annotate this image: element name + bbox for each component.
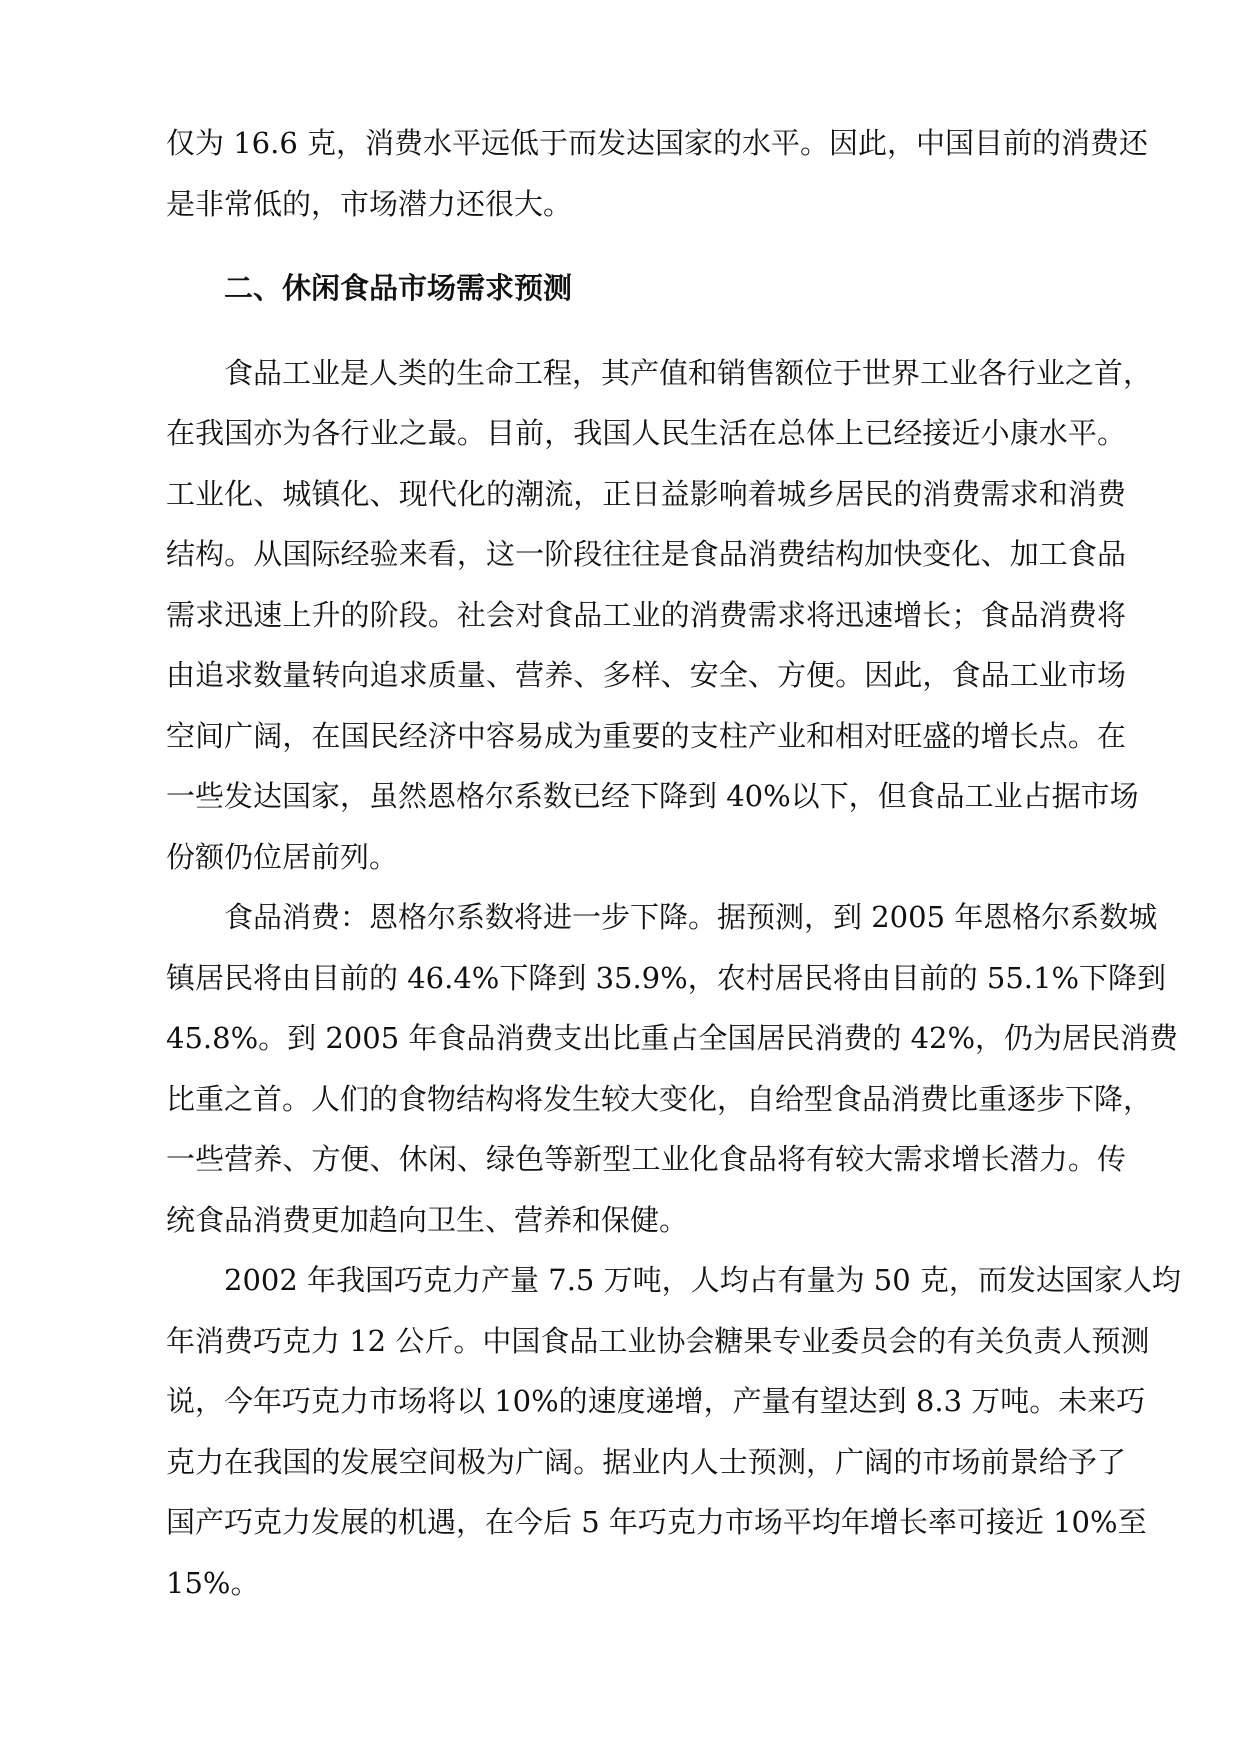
text-line: 克力在我国的发展空间极为广阔。据业内人士预测，广阔的市场前景给予了 bbox=[166, 1444, 1126, 1479]
text-line: 结构。从国际经验来看，这一阶段往往是食品消费结构加快变化、加工食品 bbox=[166, 537, 1126, 571]
text-line: 说，今年巧克力市场将以 10%的速度递增，产量有望达到 8.3 万吨。未来巧 bbox=[166, 1384, 1146, 1418]
text-line: 一些发达国家，虽然恩格尔系数已经下降到 40%以下，但食品工业占据市场 bbox=[166, 779, 1139, 813]
text-line: 食品消费：恩格尔系数将进一步下降。据预测，到 2005 年恩格尔系数城 bbox=[224, 900, 1158, 934]
text-line: 15%。 bbox=[166, 1565, 260, 1600]
text-line: 国产巧克力发展的机遇，在今后 5 年巧克力市场平均年增长率可接近 10%至 bbox=[166, 1505, 1147, 1539]
section-heading: 二、休闲食品市场需求预测 bbox=[224, 271, 573, 305]
text-line: 年消费巧克力 12 公斤。中国食品工业协会糖果专业委员会的有关负责人预测 bbox=[166, 1323, 1150, 1358]
text-line: 食品工业是人类的生命工程，其产值和销售额位于世界工业各行业之首， bbox=[224, 355, 1153, 390]
text-line: 仅为 16.6 克，消费水平远低于而发达国家的水平。因此，中国目前的消费还 bbox=[166, 126, 1149, 160]
text-line: 份额仍位居前列。 bbox=[166, 839, 399, 874]
intro-paragraph bbox=[166, 113, 1149, 234]
text-line: 需求迅速上升的阶段。社会对食品工业的消费需求将迅速增长；食品消费将 bbox=[166, 597, 1126, 632]
text-line: 一些营养、方便、休闲、绿色等新型工业化食品将有较大需求增长潜力。传 bbox=[166, 1142, 1126, 1176]
text-line: 是非常低的，市场潜力还很大。 bbox=[166, 186, 573, 221]
text-line: 统食品消费更加趋向卫生、营养和保健。 bbox=[166, 1202, 689, 1237]
text-line: 2002 年我国巧克力产量 7.5 万吨，人均占有量为 50 克，而发达国家人均 bbox=[224, 1263, 1181, 1297]
paragraph-chocolate-market bbox=[166, 1250, 1181, 1613]
text-line: 比重之首。人们的食物结构将发生较大变化，自给型食品消费比重逐步下降， bbox=[166, 1081, 1153, 1116]
text-line: 镇居民将由目前的 46.4%下降到 35.9%，农村居民将由目前的 55.1%下降到 bbox=[166, 960, 1167, 995]
paragraph-food-industry bbox=[166, 343, 1153, 888]
document-body bbox=[166, 113, 1181, 1613]
text-line: 空间广阔，在国民经济中容易成为重要的支柱产业和相对旺盛的增长点。在 bbox=[166, 718, 1126, 753]
text-line: 在我国亦为各行业之最。目前，我国人民生活在总体上已经接近小康水平。 bbox=[166, 416, 1126, 450]
text-line: 工业化、城镇化、现代化的潮流，正日益影响着城乡居民的消费需求和消费 bbox=[166, 476, 1126, 511]
text-line: 由追求数量转向追求质量、营养、多样、安全、方便。因此，食品工业市场 bbox=[166, 658, 1126, 692]
text-line: 45.8%。到 2005 年食品消费支出比重占全国居民消费的 42%，仍为居民消费 bbox=[166, 1021, 1179, 1055]
paragraph-food-consumption bbox=[166, 887, 1179, 1250]
